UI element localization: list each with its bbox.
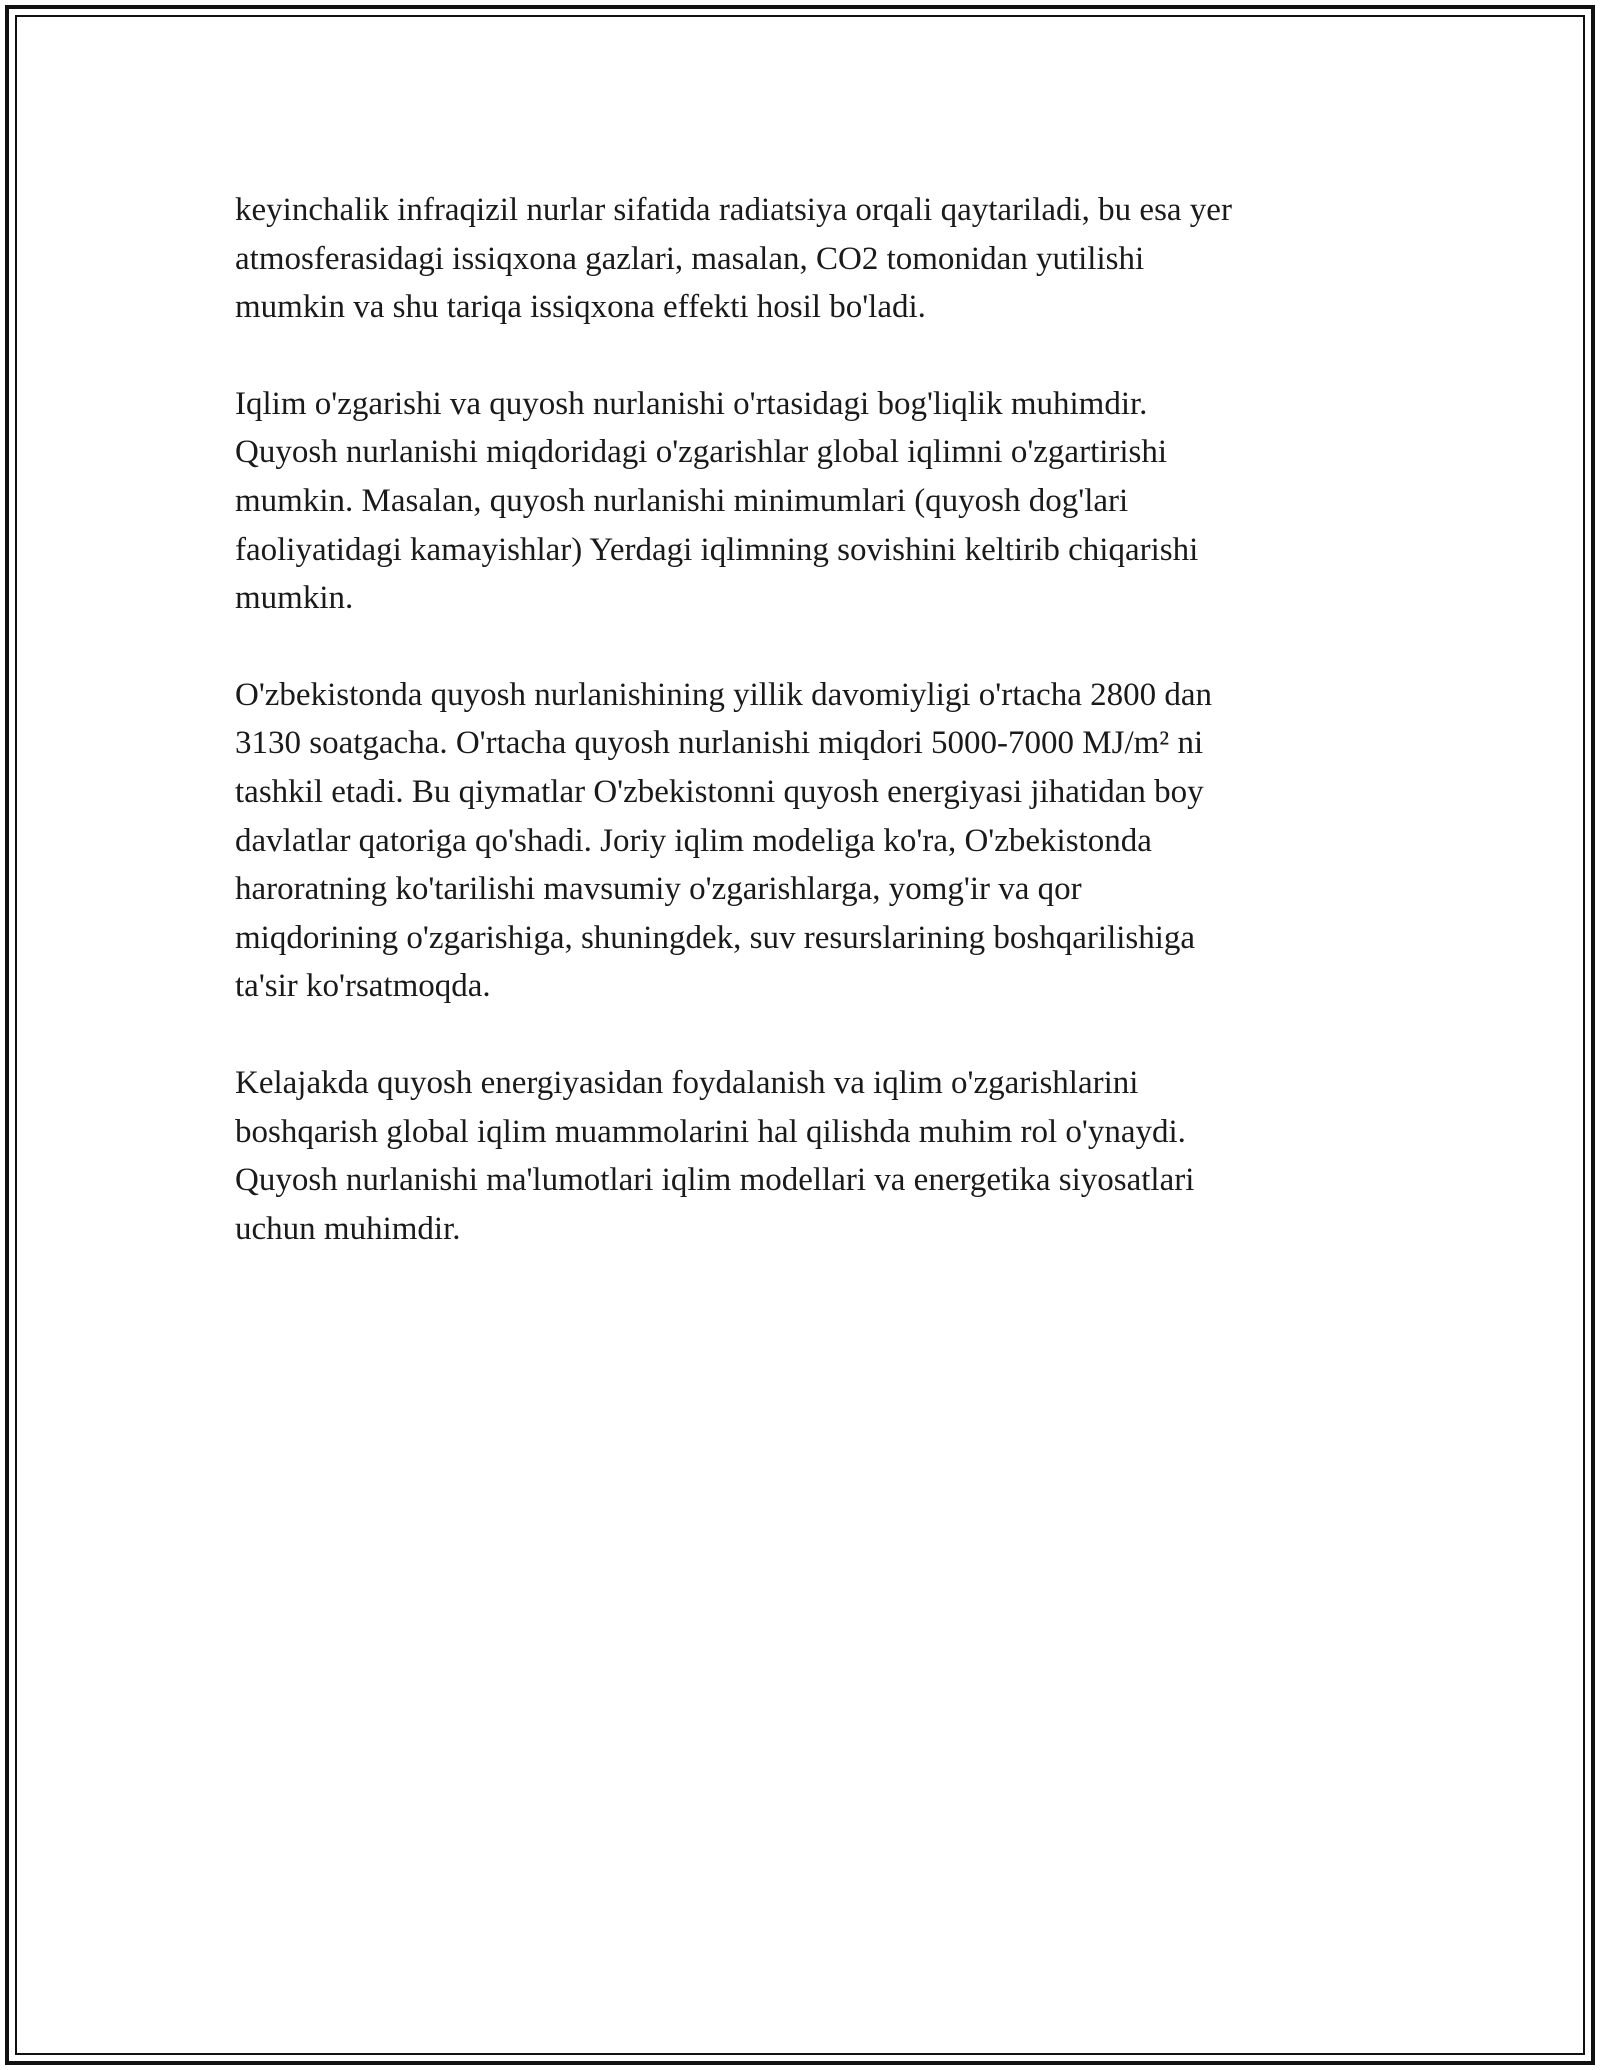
text-line: Kelajakda quyosh energiyasidan foydalanish va iqlim o'zgarishlarini xyxy=(235,1064,1139,1101)
text-line: uchun muhimdir. xyxy=(235,1210,461,1247)
text-line: davlatlar qatoriga qo'shadi. Joriy iqlim modeliga ko'ra, O'zbekistonda xyxy=(235,822,1152,859)
text-line: mumkin. xyxy=(235,580,354,617)
text-line: miqdorining o'zgarishiga, shuningdek, suv resurslarining boshqarilishiga xyxy=(235,919,1196,956)
text-line: O'zbekistonda quyosh nurlanishining yillik davomiyligi o'rtacha 2800 dan xyxy=(235,676,1212,713)
paragraph-greenhouse-effect xyxy=(235,186,1365,332)
text-line: Quyosh nurlanishi ma'lumotlari iqlim modellari va energetika siyosatlari xyxy=(235,1162,1195,1199)
text-line: Quyosh nurlanishi miqdoridagi o'zgarishlar global iqlimni o'zgartirishi xyxy=(235,434,1168,471)
text-line: 3130 soatgacha. O'rtacha quyosh nurlanishi miqdori 5000-7000 MJ/m² ni xyxy=(235,725,1204,762)
text-line: haroratning ko'tarilishi mavsumiy o'zgarishlarga, yomg'ir va qor xyxy=(235,871,1082,908)
text-line: mumkin. Masalan, quyosh nurlanishi minimumlari (quyosh dog'lari xyxy=(235,482,1129,519)
text-line: faoliyatidagi kamayishlar) Yerdagi iqlimning sovishini keltirib chiqarishi xyxy=(235,531,1199,568)
paragraph-climate-link xyxy=(235,380,1365,623)
text-line: Iqlim o'zgarishi va quyosh nurlanishi o'rtasidagi bog'liqlik muhimdir. xyxy=(235,385,1148,422)
paragraph-uzbekistan-solar xyxy=(235,671,1365,1011)
text-line: mumkin va shu tariqa issiqxona effekti hosil bo'ladi. xyxy=(235,289,926,326)
text-line: tashkil etadi. Bu qiymatlar O'zbekistonni quyosh energiyasi jihatidan boy xyxy=(235,773,1204,810)
paragraph-future-outlook xyxy=(235,1059,1365,1253)
document-body xyxy=(235,186,1365,1301)
text-line: ta'sir ko'rsatmoqda. xyxy=(235,968,491,1005)
text-line: atmosferasidagi issiqxona gazlari, masalan, CO2 tomonidan yutilishi xyxy=(235,240,1145,277)
text-line: boshqarish global iqlim muammolarini hal qilishda muhim rol o'ynaydi. xyxy=(235,1113,1186,1150)
text-line: keyinchalik infraqizil nurlar sifatida radiatsiya orqali qaytariladi, bu esa yer xyxy=(235,192,1232,228)
